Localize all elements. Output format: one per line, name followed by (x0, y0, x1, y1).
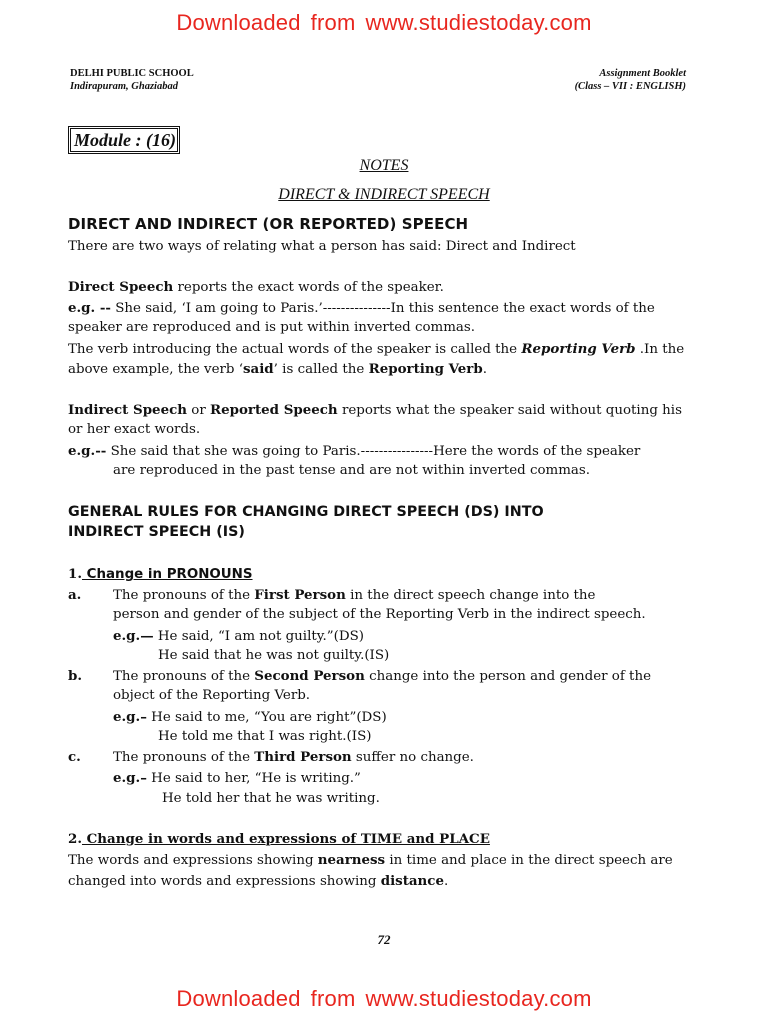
banner-site-link[interactable]: www.studiestoday.com (365, 986, 592, 1011)
indirect-speech-definition: Indirect Speech or Reported Speech reports what the speaker said without quoting his (68, 402, 682, 418)
banner-word-downloaded: Downloaded (176, 986, 301, 1011)
rule-c-example-is: He told her that he was writing. (162, 791, 380, 806)
said-term: said (242, 361, 274, 377)
rule2-title: Change in words and expressions of TIME and PLACE (81, 831, 490, 847)
rule-a-label: a. (68, 587, 82, 603)
school-name: DELHI PUBLIC SCHOOL (70, 68, 194, 79)
rule1-heading (68, 564, 253, 585)
rule-b-example-is: He told me that I was right.(IS) (158, 729, 372, 744)
eg-label-2: e.g.-- (68, 443, 107, 459)
rule-b-example-ds: e.g.– He said to me, “You are right”(DS) (113, 709, 387, 725)
indirect-speech-definition-cont: or her exact words. (68, 422, 201, 437)
school-location: Indirapuram, Ghaziabad (70, 81, 178, 92)
second-person-term: Second Person (254, 668, 365, 684)
distance-term: distance (380, 873, 444, 889)
page-number: 72 (377, 932, 391, 947)
rule-c-label: c. (68, 749, 81, 765)
rule2-heading (68, 829, 490, 850)
rule-b-line2: object of the Reporting Verb. (113, 688, 311, 703)
rule-a-line1: The pronouns of the First Person in the direct speech change into the (113, 587, 596, 603)
rule1-title: Change in PRONOUNS (81, 567, 253, 582)
indirect-speech-example-cont: are reproduced in the past tense and are not within inverted commas. (113, 463, 591, 478)
reported-speech-term: Reported Speech (209, 402, 338, 418)
first-person-term: First Person (254, 587, 346, 603)
banner-word-from: from (310, 10, 356, 35)
rules-heading-line2: INDIRECT SPEECH (IS) (68, 524, 245, 540)
rule-a-line2: person and gender of the subject of the Reporting Verb in the indirect speech. (113, 607, 646, 622)
rule-c-line1: The pronouns of the Third Person suffer no change. (113, 749, 474, 765)
class-label: (Class – VII : ENGLISH) (574, 81, 686, 92)
banner-word-downloaded: Downloaded (176, 10, 301, 35)
direct-speech-definition: Direct Speech reports the exact words of the speaker. (68, 279, 444, 295)
section-heading: DIRECT AND INDIRECT (OR REPORTED) SPEECH (68, 215, 469, 233)
rule-b-line1: The pronouns of the Second Person change into the person and gender of the (113, 668, 651, 684)
school-header (70, 67, 194, 93)
reporting-verb-term: Reporting Verb (521, 341, 636, 357)
direct-speech-term: Direct Speech (68, 279, 174, 295)
eg-label: e.g. -- (68, 300, 111, 316)
reporting-verb-term-2: Reporting Verb (368, 361, 483, 377)
banner-word-from: from (310, 986, 356, 1011)
rule2-number: 2. (68, 831, 82, 847)
bottom-download-banner (0, 986, 768, 1012)
nearness-term: nearness (317, 852, 386, 868)
reporting-verb-line2: above example, the verb ‘said’ is called the Reporting Verb. (68, 361, 487, 377)
topic-title: DIRECT & INDIRECT SPEECH (278, 186, 490, 203)
rule-b-label: b. (68, 668, 83, 684)
rules-heading-line1: GENERAL RULES FOR CHANGING DIRECT SPEECH (DS) INTO (68, 504, 544, 520)
rule-a-example-is: He said that he was not guilty.(IS) (158, 648, 390, 663)
booklet-title: Assignment Booklet (599, 68, 686, 79)
booklet-header (575, 67, 686, 93)
reporting-verb-line1: The verb introducing the actual words of the speaker is called the Reporting Verb .In the (68, 341, 685, 357)
indirect-speech-term: Indirect Speech (68, 402, 187, 418)
rule1-number: 1. (68, 566, 82, 582)
notes-title: NOTES (359, 157, 409, 174)
direct-speech-example-cont: speaker are reproduced and is put within inverted commas. (68, 320, 476, 335)
rule2-line2: changed into words and expressions showing distance. (68, 873, 449, 889)
top-download-banner (0, 10, 768, 36)
banner-site-link[interactable]: www.studiestoday.com (365, 10, 592, 35)
module-box: Module : (16) (68, 126, 180, 154)
rule-a-example-ds: e.g.— He said, “I am not guilty.”(DS) (113, 628, 364, 644)
indirect-speech-example: e.g.-- She said that she was going to Paris.----------------Here the words of the speaker (68, 443, 641, 459)
rule2-line1: The words and expressions showing nearness in time and place in the direct speech are (68, 852, 673, 868)
rule-c-example-ds: e.g.– He said to her, “He is writing.” (113, 770, 361, 786)
intro-line: There are two ways of relating what a person has said: Direct and Indirect (68, 239, 576, 254)
third-person-term: Third Person (254, 749, 352, 765)
direct-speech-example: e.g. -- She said, ‘I am going to Paris.’---------------In this sentence the exact words of the (68, 300, 655, 316)
